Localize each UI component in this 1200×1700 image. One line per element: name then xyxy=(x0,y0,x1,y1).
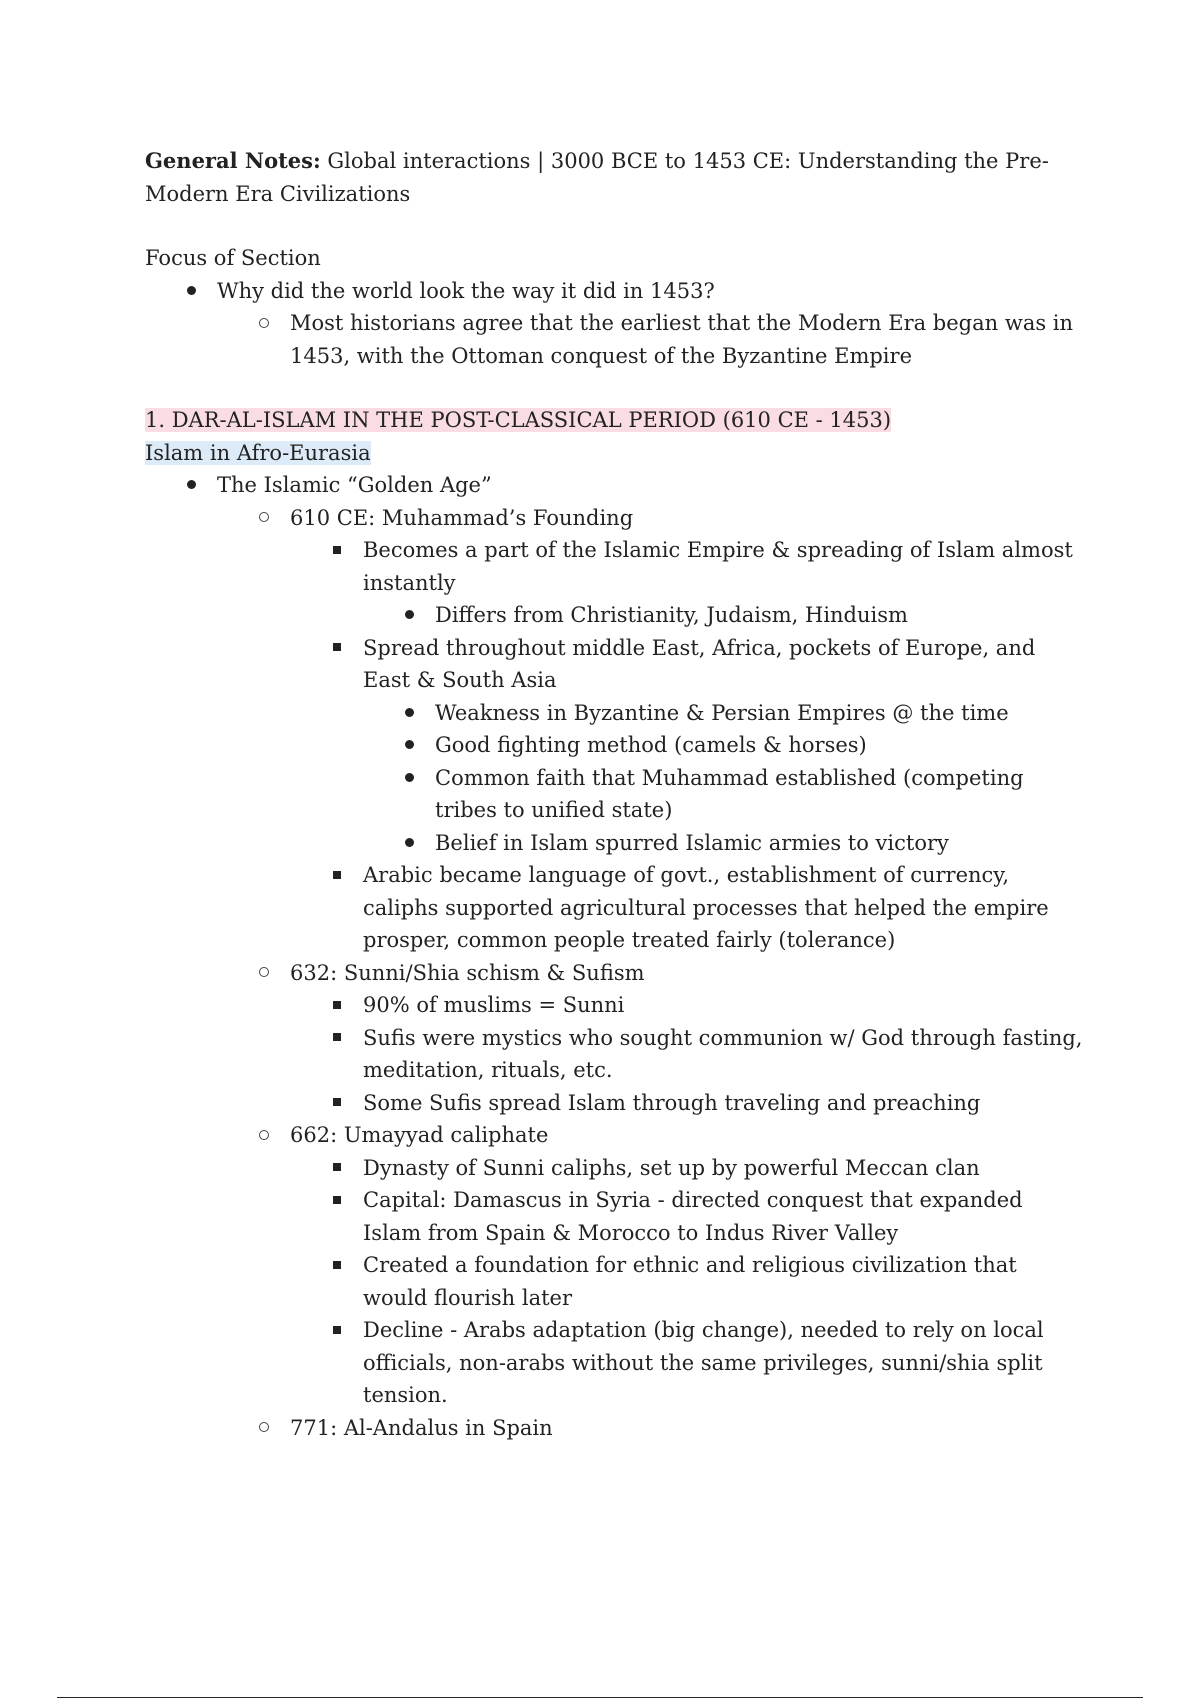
bullet-dot-icon xyxy=(399,697,419,730)
list-item: Becomes a part of the Islamic Empire & spreading of Islam almost instantly xyxy=(363,534,1085,599)
outline-list xyxy=(145,469,1085,1444)
bullet-dot-icon xyxy=(399,599,419,632)
section-subheading: Islam in Afro-Eurasia xyxy=(145,440,371,465)
bullet-square-icon xyxy=(327,1022,347,1055)
bullet-dot-icon xyxy=(399,762,419,795)
bullet-circle-icon xyxy=(254,957,274,990)
title-text: Global interactions | 3000 BCE to 1453 CE: Understanding the Pre-Modern Era Civilizations xyxy=(145,149,1049,206)
list-item: Most historians agree that the earliest that the Modern Era began was in 1453, with the Ottoman conquest of the Byzantine Empire xyxy=(290,307,1085,372)
list-item: Good fighting method (camels & horses) xyxy=(435,729,1085,762)
list-item: 610 CE: Muhammad’s Founding xyxy=(290,502,1085,535)
bullet-square-icon xyxy=(327,1087,347,1120)
title-label: General Notes: xyxy=(145,148,321,173)
list-item: Dynasty of Sunni caliphs, set up by powerful Meccan clan xyxy=(363,1152,1085,1185)
bullet-circle-icon xyxy=(254,1119,274,1152)
bullet-square-icon xyxy=(327,989,347,1022)
list-item: Belief in Islam spurred Islamic armies to victory xyxy=(435,827,1085,860)
list-item: Capital: Damascus in Syria - directed conquest that expanded Islam from Spain & Morocco to Indus River Valley xyxy=(363,1184,1085,1249)
bullet-dot-icon xyxy=(399,827,419,860)
bullet-circle-icon xyxy=(254,1412,274,1445)
list-item: Spread throughout middle East, Africa, pockets of Europe, and East & South Asia xyxy=(363,632,1085,697)
bullet-dot-icon xyxy=(181,275,201,308)
list-item: Decline - Arabs adaptation (big change), needed to rely on local officials, non-arabs without the same privileges, sunni/shia split tension. xyxy=(363,1314,1085,1412)
document-page xyxy=(145,145,1085,1444)
list-item: Some Sufis spread Islam through traveling and preaching xyxy=(363,1087,1085,1120)
list-item: 662: Umayyad caliphate xyxy=(290,1119,1085,1152)
section-heading: 1. DAR-AL-ISLAM IN THE POST-CLASSICAL PERIOD (610 CE - 1453) xyxy=(145,408,892,432)
bullet-square-icon xyxy=(327,1152,347,1185)
list-item: Weakness in Byzantine & Persian Empires @ the time xyxy=(435,697,1085,730)
list-item: Differs from Christianity, Judaism, Hinduism xyxy=(435,599,1085,632)
list-item: Common faith that Muhammad established (competing tribes to unified state) xyxy=(435,762,1085,827)
bullet-square-icon xyxy=(327,632,347,665)
list-item: 771: Al-Andalus in Spain xyxy=(290,1412,1085,1445)
bullet-dot-icon xyxy=(399,729,419,762)
focus-heading: Focus of Section xyxy=(145,246,321,270)
bullet-circle-icon xyxy=(254,502,274,535)
bullet-square-icon xyxy=(327,859,347,892)
bullet-square-icon xyxy=(327,1184,347,1217)
list-item: Sufis were mystics who sought communion w/ God through fasting, meditation, rituals, etc. xyxy=(363,1022,1085,1087)
bullet-dot-icon xyxy=(181,469,201,502)
list-item: 90% of muslims = Sunni xyxy=(363,989,1085,1022)
list-item: 632: Sunni/Shia schism & Sufism xyxy=(290,957,1085,990)
list-item: Why did the world look the way it did in 1453? xyxy=(217,275,1085,308)
list-item: The Islamic “Golden Age” xyxy=(217,469,1085,502)
bullet-circle-icon xyxy=(254,307,274,340)
list-item: Created a foundation for ethnic and religious civilization that would flourish later xyxy=(363,1249,1085,1314)
page-bottom-rule xyxy=(57,1697,1143,1698)
bullet-square-icon xyxy=(327,1314,347,1347)
list-item: Arabic became language of govt., establishment of currency, caliphs supported agricultural processes that helped the empire prosper, common people treated fairly (tolerance) xyxy=(363,859,1085,957)
page-title xyxy=(145,145,1085,210)
bullet-square-icon xyxy=(327,1249,347,1282)
bullet-square-icon xyxy=(327,534,347,567)
